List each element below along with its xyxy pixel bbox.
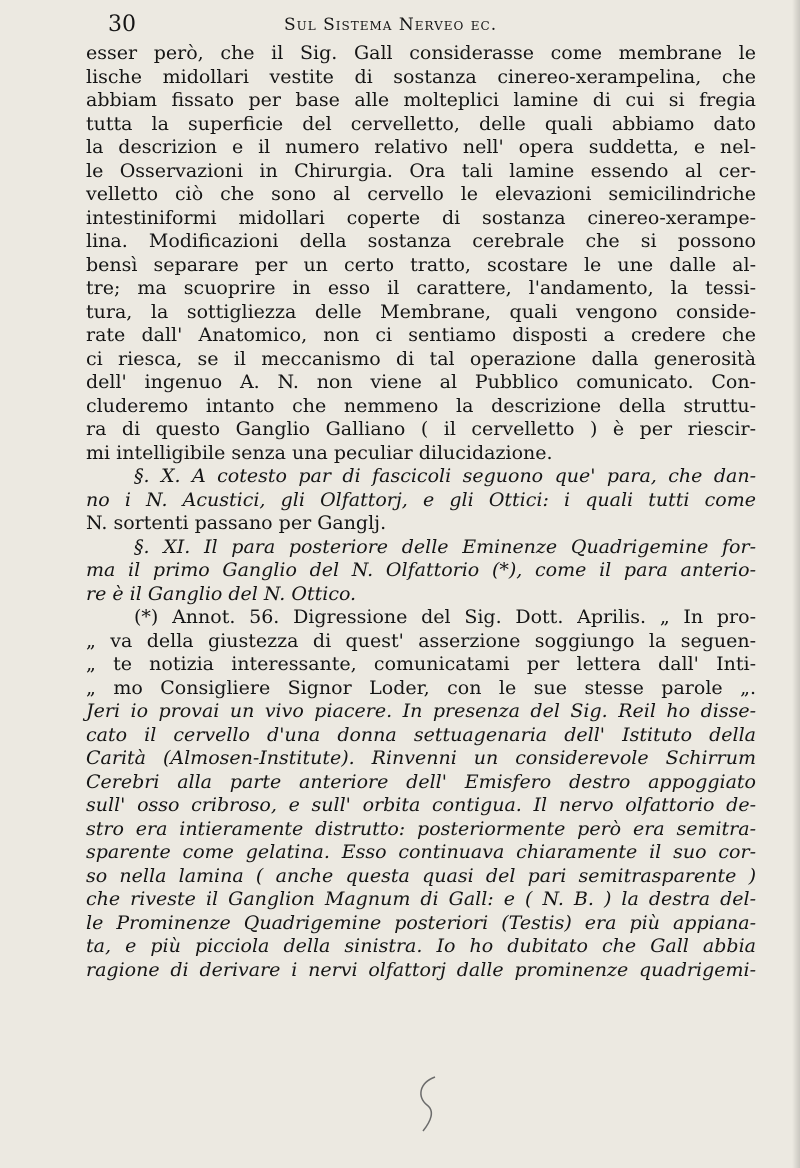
text-line: „ va della giustezza di quest' asserzione soggiungo la seguen- xyxy=(86,629,756,652)
pen-stroke-mark xyxy=(413,1075,443,1135)
text-line: re è il Ganglio del N. Ottico. xyxy=(86,582,357,605)
text-line: Jeri io provai un vivo piacere. In presenza del Sig. Reil ho disse- xyxy=(86,700,756,722)
text-line: ci riesca, se il meccanismo di tal operazione dalla generosità xyxy=(86,347,756,370)
page-number: 30 xyxy=(108,12,136,37)
text-line: §. XI. Il para posteriore delle Eminenze Quadrigemine for- xyxy=(134,535,756,558)
text-line: esser però, che il Sig. Gall considerasse come membrane le xyxy=(86,42,756,64)
text-line: intestiniformi midollari coperte di sostanza cinereo-xerampe- xyxy=(86,206,756,229)
text-line: cato il cervello d'una donna settuagenaria dell' Istituto della xyxy=(86,723,756,746)
running-head: Sul Sistema Nerveo ec. xyxy=(284,15,498,35)
text-line: ragione di derivare i nervi olfattorj dalle prominenze quadrigemi- xyxy=(86,958,756,981)
text-line: ta, e più picciola della sinistra. Io ho dubitato che Gall abbia xyxy=(86,935,756,957)
text-line: dell' ingenuo A. N. non viene al Pubblico comunicato. Con- xyxy=(86,371,756,393)
text-line: ma il primo Ganglio del N. Olfattorio (*), come il para anterio- xyxy=(86,559,756,581)
text-line: stro era intieramente distrutto: posteriormente però era semitra- xyxy=(86,817,756,840)
text-line: abbiam fissato per base alle molteplici lamine di cui si fregia xyxy=(86,89,756,111)
text-line: lische midollari vestite di sostanza cinereo-xerampelina, che xyxy=(86,65,756,88)
page-body-text xyxy=(86,42,756,982)
text-line: che riveste il Ganglion Magnum di Gall: e ( N. B. ) la destra del- xyxy=(86,888,756,910)
text-line: „ mo Consigliere Signor Loder, con le sue stesse parole „. xyxy=(86,676,756,699)
text-line: mi intelligibile senza una peculiar dilucidazione. xyxy=(86,441,553,464)
text-line: §. X. A cotesto par di fascicoli seguono que' para, che dan- xyxy=(134,465,756,487)
text-line: so nella lamina ( anche questa quasi del pari semitrasparente ) xyxy=(86,864,756,887)
text-line: bensì separare per un certo tratto, scostare le une dalle al- xyxy=(86,253,756,276)
text-line: no i N. Acustici, gli Olfattorj, e gli Ottici: i quali tutti come xyxy=(86,488,756,511)
text-line: Cerebri alla parte anteriore dell' Emisfero destro appoggiato xyxy=(86,770,756,793)
text-line: N. sortenti passano per Ganglj. xyxy=(86,512,387,534)
text-line: la descrizion e il numero relativo nell' opera suddetta, e nel- xyxy=(86,136,756,158)
text-line: sull' osso cribroso, e sull' orbita contigua. Il nervo olfattorio de- xyxy=(86,794,756,816)
text-line: cluderemo intanto che nemmeno la descrizione della struttu- xyxy=(86,394,756,417)
page-header xyxy=(86,10,756,40)
text-line: le Prominenze Quadrigemine posteriori (Testis) era più appiana- xyxy=(86,911,756,934)
page-edge-shadow xyxy=(792,0,800,1168)
text-line: le Osservazioni in Chirurgia. Ora tali lamine essendo al cer- xyxy=(86,159,756,182)
text-line: (*) Annot. 56. Digressione del Sig. Dott. Aprilis. „ In pro- xyxy=(134,606,756,628)
text-line: lina. Modificazioni della sostanza cerebrale che si possono xyxy=(86,230,756,252)
text-line: „ te notizia interessante, comunicatami per lettera dall' Inti- xyxy=(86,653,756,675)
text-line: Carità (Almosen-Institute). Rinvenni un considerevole Schirrum xyxy=(86,747,756,769)
text-line: rate dall' Anatomico, non ci sentiamo disposti a credere che xyxy=(86,324,756,346)
text-line: tura, la sottigliezza delle Membrane, quali vengono conside- xyxy=(86,300,756,323)
text-line: tre; ma scuoprire in esso il carattere, l'andamento, la tessi- xyxy=(86,277,756,299)
text-line: velletto ciò che sono al cervello le elevazioni semicilindriche xyxy=(86,183,756,205)
text-line: ra di questo Ganglio Galliano ( il cervelletto ) è per riescir- xyxy=(86,418,756,440)
text-line: tutta la superficie del cervelletto, delle quali abbiamo dato xyxy=(86,112,756,135)
text-line: sparente come gelatina. Esso continuava chiaramente il suo cor- xyxy=(86,841,756,863)
